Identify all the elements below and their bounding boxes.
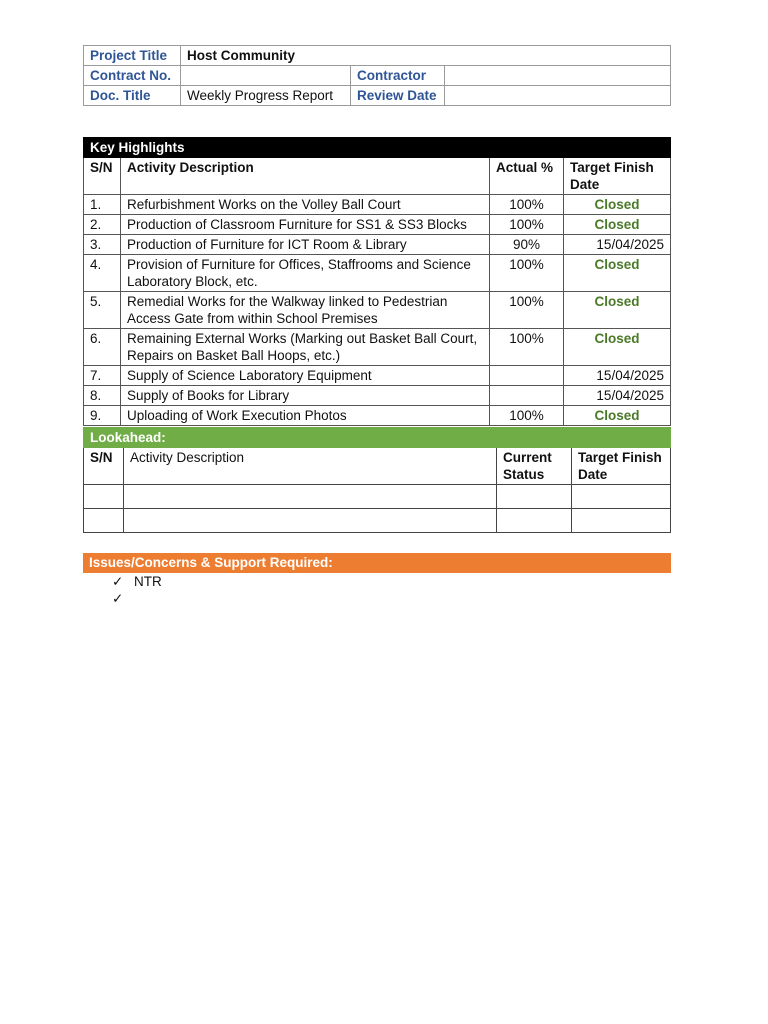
col-header-actual: Actual % — [490, 158, 564, 195]
row-activity: Remedial Works for the Walkway linked to Pedestrian Access Gate from within School Premises — [121, 292, 490, 329]
status-closed: Closed — [564, 329, 671, 366]
table-row — [84, 366, 671, 386]
lookahead-cell-sn — [84, 485, 124, 509]
status-closed: Closed — [564, 215, 671, 235]
checkmark-icon: ✓ — [112, 574, 124, 589]
lookahead-cell-status — [497, 485, 572, 509]
lookahead-cell-sn — [84, 509, 124, 533]
col-header-activity: Activity Description — [121, 158, 490, 195]
lookahead-col-status: Current Status — [497, 448, 572, 485]
review-date-label: Review Date — [351, 86, 445, 106]
row-sn: 2. — [84, 215, 121, 235]
lookahead-cell-desc — [124, 509, 497, 533]
lookahead-col-activity: Activity Description — [124, 448, 497, 485]
table-row — [84, 406, 671, 426]
row-sn: 1. — [84, 195, 121, 215]
table-row — [84, 195, 671, 215]
doc-title-value: Weekly Progress Report — [181, 86, 351, 106]
lookahead-cell-target — [572, 509, 671, 533]
table-row — [84, 329, 671, 366]
doc-title-label: Doc. Title — [84, 86, 181, 106]
row-actual-percent: 100% — [490, 292, 564, 329]
row-sn: 9. — [84, 406, 121, 426]
status-closed: Closed — [564, 406, 671, 426]
lookahead-col-sn: S/N — [84, 448, 124, 485]
row-actual-percent: 100% — [490, 195, 564, 215]
row-actual-percent: 100% — [490, 329, 564, 366]
lookahead-table — [83, 427, 671, 533]
lookahead-cell-desc — [124, 485, 497, 509]
row-activity: Refurbishment Works on the Volley Ball Court — [121, 195, 490, 215]
list-item — [112, 590, 162, 607]
checkmark-icon: ✓ — [112, 591, 124, 606]
row-actual-percent: 100% — [490, 255, 564, 292]
table-row — [84, 292, 671, 329]
issues-title: Issues/Concerns & Support Required: — [83, 553, 671, 573]
list-item — [112, 573, 162, 590]
row-activity: Remaining External Works (Marking out Basket Ball Court, Repairs on Basket Ball Hoops, etc.) — [121, 329, 490, 366]
project-title-value: Host Community — [181, 46, 671, 66]
row-sn: 6. — [84, 329, 121, 366]
lookahead-col-target: Target Finish Date — [572, 448, 671, 485]
table-row — [84, 485, 671, 509]
row-target-date: 15/04/2025 — [564, 235, 671, 255]
key-highlights-table — [83, 137, 671, 426]
contract-no-value — [181, 66, 351, 86]
status-closed: Closed — [564, 292, 671, 329]
review-date-value — [445, 86, 671, 106]
issues-list — [112, 573, 162, 607]
document-header-table — [83, 45, 671, 106]
row-actual-percent: 100% — [490, 215, 564, 235]
row-activity: Uploading of Work Execution Photos — [121, 406, 490, 426]
contract-no-label: Contract No. — [84, 66, 181, 86]
row-activity: Supply of Science Laboratory Equipment — [121, 366, 490, 386]
lookahead-cell-status — [497, 509, 572, 533]
table-row — [84, 235, 671, 255]
row-actual-percent: 100% — [490, 406, 564, 426]
table-row — [84, 255, 671, 292]
status-closed: Closed — [564, 195, 671, 215]
lookahead-cell-target — [572, 485, 671, 509]
table-row — [84, 509, 671, 533]
col-header-target: Target Finish Date — [564, 158, 671, 195]
row-sn: 4. — [84, 255, 121, 292]
row-sn: 3. — [84, 235, 121, 255]
row-actual-percent: 90% — [490, 235, 564, 255]
row-activity: Production of Furniture for ICT Room & Library — [121, 235, 490, 255]
table-row — [84, 215, 671, 235]
lookahead-title: Lookahead: — [84, 428, 671, 448]
status-closed: Closed — [564, 255, 671, 292]
row-sn: 8. — [84, 386, 121, 406]
col-header-sn: S/N — [84, 158, 121, 195]
row-target-date: 15/04/2025 — [564, 366, 671, 386]
row-sn: 5. — [84, 292, 121, 329]
project-title-label: Project Title — [84, 46, 181, 66]
key-highlights-title: Key Highlights — [84, 138, 671, 158]
row-activity: Supply of Books for Library — [121, 386, 490, 406]
contractor-label: Contractor — [351, 66, 445, 86]
row-sn: 7. — [84, 366, 121, 386]
row-activity: Provision of Furniture for Offices, Staffrooms and Science Laboratory Block, etc. — [121, 255, 490, 292]
contractor-value — [445, 66, 671, 86]
row-actual-percent — [490, 366, 564, 386]
row-actual-percent — [490, 386, 564, 406]
table-row — [84, 386, 671, 406]
row-target-date: 15/04/2025 — [564, 386, 671, 406]
row-activity: Production of Classroom Furniture for SS1 & SS3 Blocks — [121, 215, 490, 235]
issue-text: NTR — [134, 574, 162, 589]
